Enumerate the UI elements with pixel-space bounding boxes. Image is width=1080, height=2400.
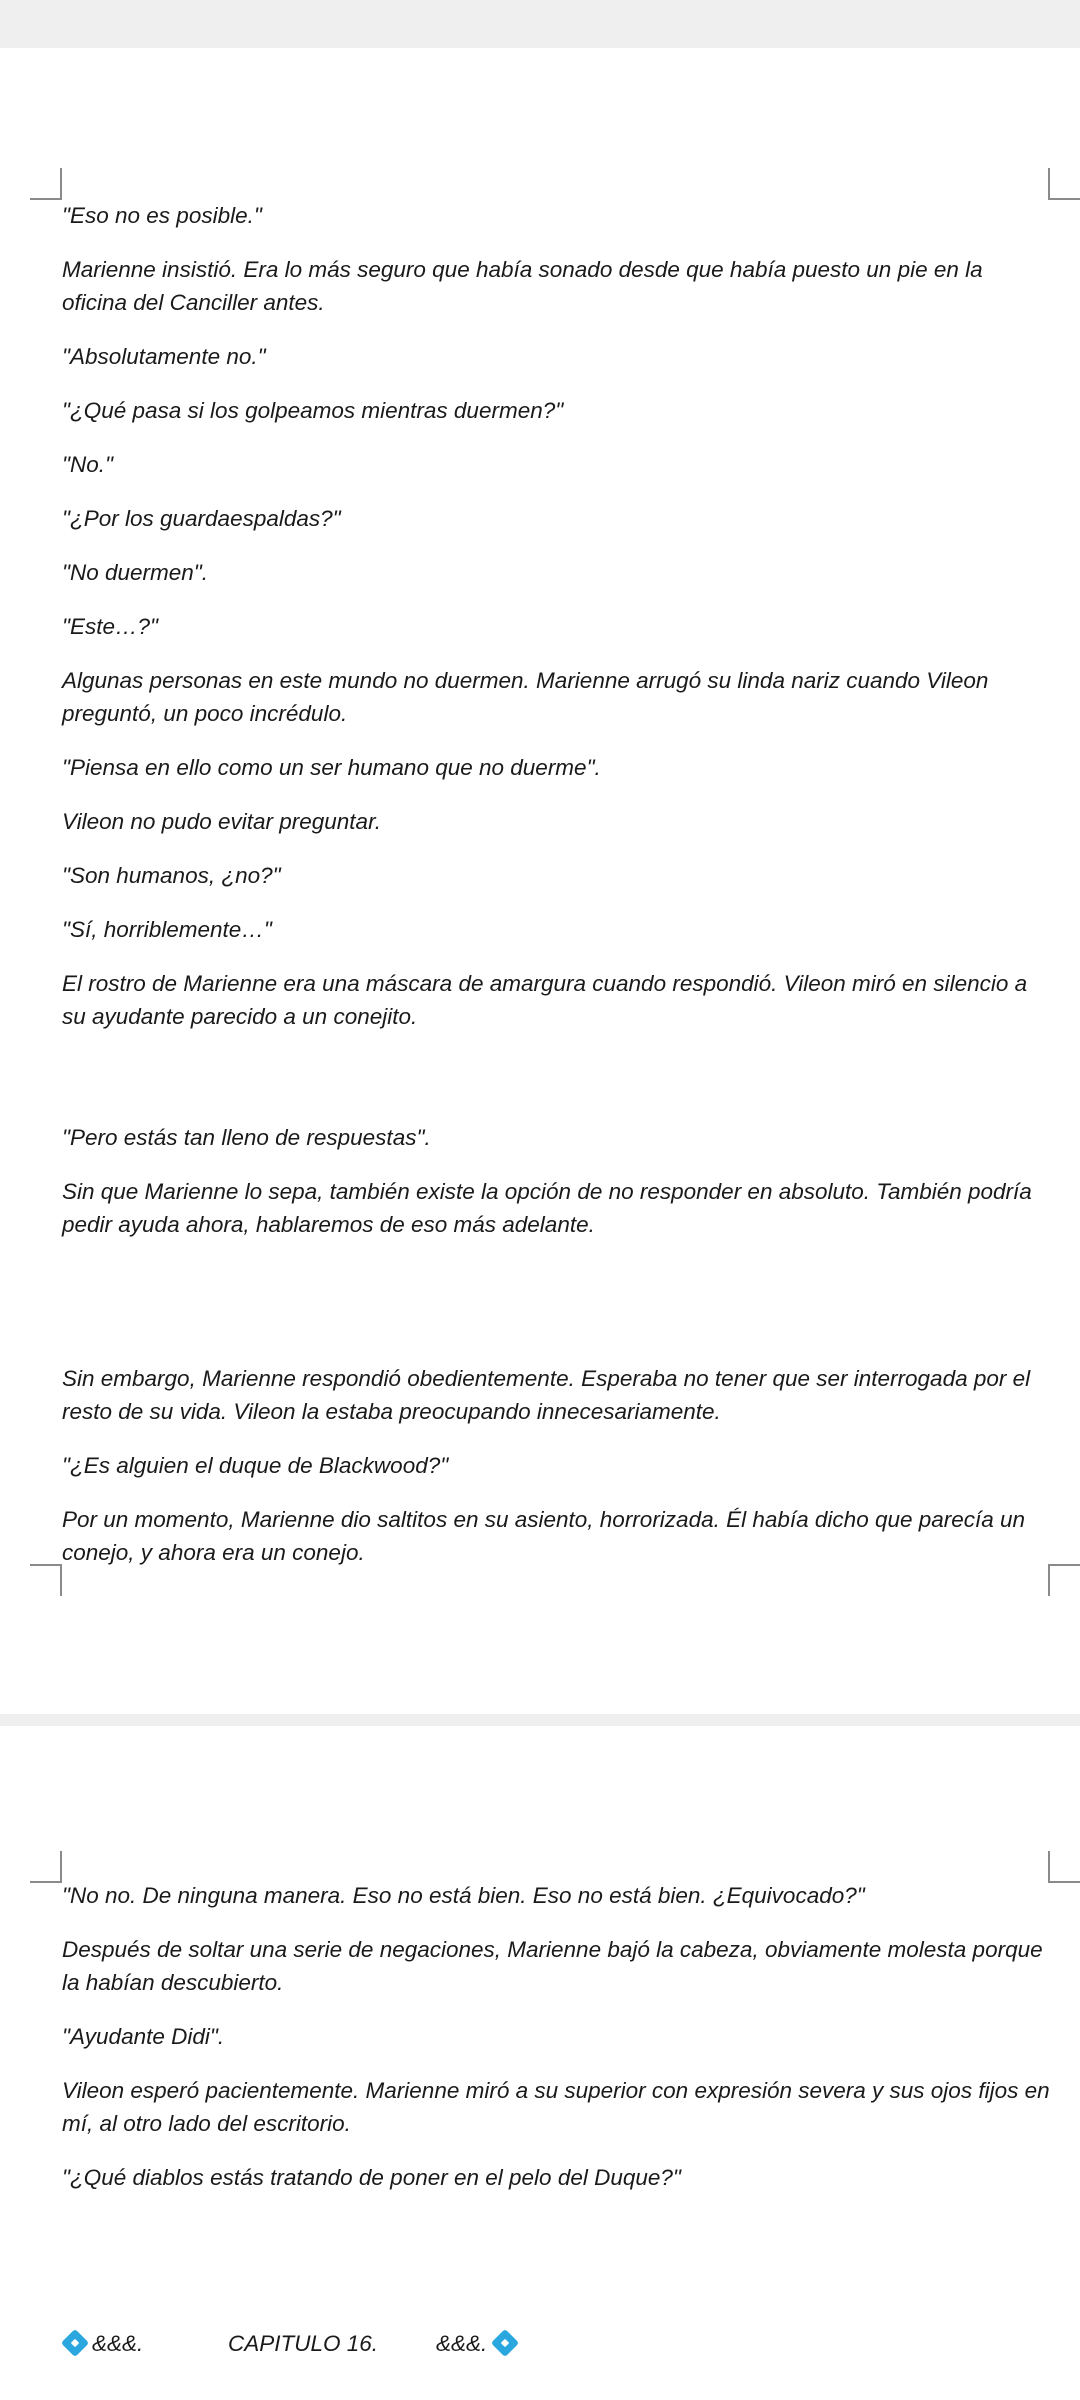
margin-corner-top-left bbox=[30, 168, 62, 200]
margin-corner-top-left bbox=[30, 1851, 62, 1883]
paragraph: "¿Qué diablos estás tratando de poner en el pelo del Duque?" bbox=[62, 2165, 681, 2190]
paragraph: "Pero estás tan lleno de respuestas". bbox=[62, 1125, 431, 1150]
paragraph: "No no. De ninguna manera. Eso no está bien. Eso no está bien. ¿Equivocado?" bbox=[62, 1883, 865, 1908]
blank-space bbox=[62, 1054, 1052, 1121]
margin-corner-bottom-left bbox=[30, 1564, 62, 1596]
page-2-body bbox=[62, 1879, 1052, 2215]
paragraph: Por un momento, Marienne dio saltitos en su asiento, horrorizada. Él había dicho que parecía un conejo, y ahora era un conejo. bbox=[62, 1507, 1026, 1565]
margin-corner-top-right bbox=[1048, 1851, 1080, 1883]
paragraph: Sin que Marienne lo sepa, también existe la opción de no responder en absoluto. También podría pedir ayuda ahora, hablaremos de eso más adelante. bbox=[62, 1179, 1032, 1237]
paragraph: "Absolutamente no." bbox=[62, 344, 266, 369]
document-page-2 bbox=[0, 1726, 1080, 2400]
paragraph: "¿Qué pasa si los golpeamos mientras duermen?" bbox=[62, 398, 564, 423]
chapter-left-mark: &&&. bbox=[92, 2331, 144, 2356]
margin-corner-top-right bbox=[1048, 168, 1080, 200]
paragraph: Algunas personas en este mundo no duermen. Marienne arrugó su linda nariz cuando Vileon preguntó, un poco incrédulo. bbox=[62, 668, 989, 726]
page-1-body bbox=[62, 199, 1052, 1590]
paragraph: "Eso no es posible." bbox=[62, 203, 262, 228]
paragraph: "No." bbox=[62, 452, 113, 477]
paragraph: Marienne insistió. Era lo más seguro que había sonado desde que había puesto un pie en la oficina del Canciller antes. bbox=[62, 257, 983, 315]
blue-diamond-icon bbox=[61, 2329, 89, 2357]
margin-corner-bottom-right bbox=[1048, 1564, 1080, 1596]
paragraph: "¿Por los guardaespaldas?" bbox=[62, 506, 341, 531]
paragraph: Vileon esperó pacientemente. Marienne miró a su superior con expresión severa y sus ojos fijos en mí, al otro lado del escritorio. bbox=[62, 2078, 1050, 2136]
paragraph: "Son humanos, ¿no?" bbox=[62, 863, 281, 888]
paragraph: Después de soltar una serie de negaciones, Marienne bajó la cabeza, obviamente molesta porque la habían descubierto. bbox=[62, 1937, 1043, 1995]
paragraph: "¿Es alguien el duque de Blackwood?" bbox=[62, 1453, 449, 1478]
chapter-title: CAPITULO 16. bbox=[228, 2331, 379, 2356]
paragraph: "Sí, horriblemente…" bbox=[62, 917, 272, 942]
paragraph: "No duermen". bbox=[62, 560, 209, 585]
paragraph: "Piensa en ello como un ser humano que no duerme". bbox=[62, 755, 601, 780]
paragraph: Vileon no pudo evitar preguntar. bbox=[62, 809, 381, 834]
chapter-right-mark: &&&. bbox=[436, 2331, 488, 2356]
blank-space bbox=[62, 1262, 1052, 1362]
document-page-1 bbox=[0, 48, 1080, 1714]
paragraph: El rostro de Marienne era una máscara de amargura cuando respondió. Vileon miró en silencio a su ayudante parecido a un conejito. bbox=[62, 971, 1028, 1029]
blue-diamond-icon bbox=[491, 2329, 519, 2357]
paragraph: "Ayudante Didi". bbox=[62, 2024, 225, 2049]
paragraph: "Este…?" bbox=[62, 614, 159, 639]
paragraph: Sin embargo, Marienne respondió obedientemente. Esperaba no tener que ser interrogada por el resto de su vida. Vileon la estaba preocupando innecesariamente. bbox=[62, 1366, 1031, 1424]
chapter-heading bbox=[62, 2327, 762, 2361]
